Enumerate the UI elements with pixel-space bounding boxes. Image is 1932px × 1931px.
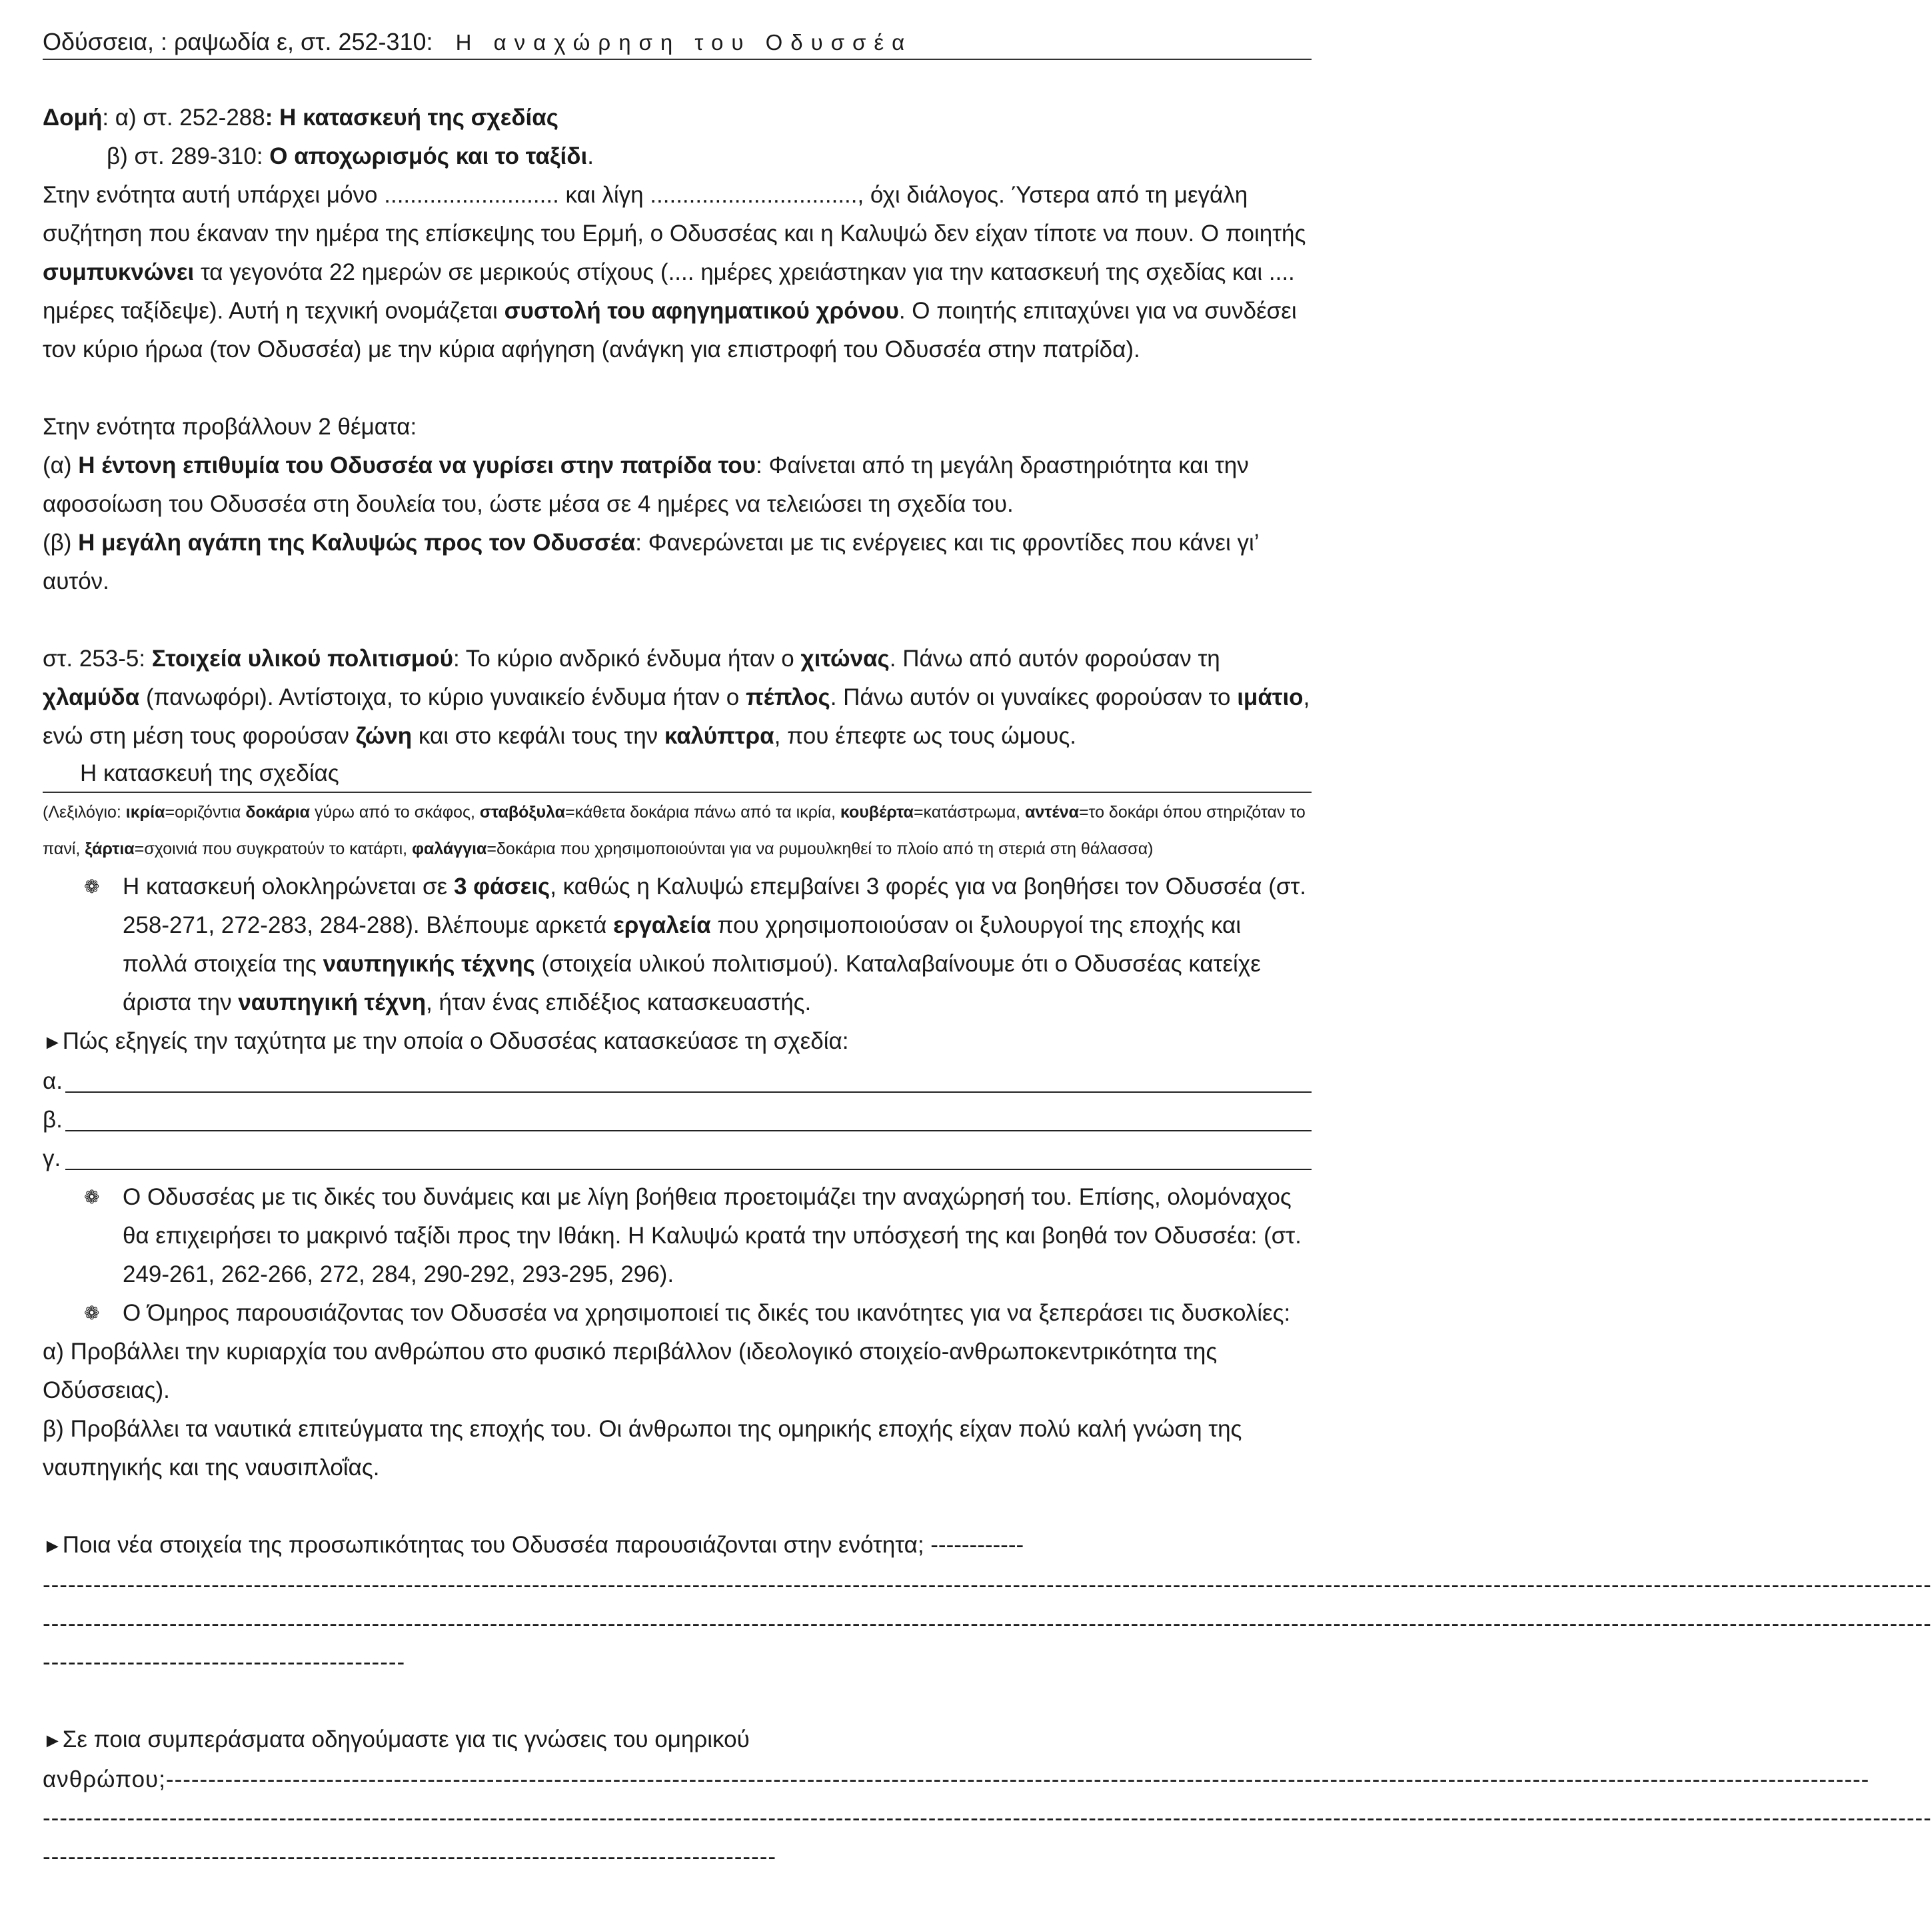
bullet-icon: ❁	[84, 876, 100, 897]
answer-line-a[interactable]: α.	[43, 1062, 1312, 1101]
dashed-answer-line[interactable]: --------------------------------------------------------------------------------------------------------------------------------------------------------------------------------------------------------------------------------	[43, 1805, 1932, 1831]
question-personality: ►Ποια νέα στοιχεία της προσωπικότητας του Οδυσσέα παρουσιάζονται στην ενότητα; ------------	[43, 1532, 1024, 1558]
page-header	[43, 20, 1312, 60]
culture-paragraph: στ. 253-5: Στοιχεία υλικού πολιτισμού: Το κύριο ανδρικό ένδυμα ήταν ο χιτώνας. Πάνω από αυτόν φορούσαν τη χλαμύδα (πανωφόρι). Αντίστοιχα, το κύριο γυναικείο ένδυμα ήταν ο πέπλος. Πάνω αυτόν οι γυναίκες φορούσαν το ιμάτιο, ενώ στη μέση τους φορούσαν ζώνη και στο κεφάλι τους την καλύπτρα, που έπεφτε ως τους ώμους.	[43, 646, 1310, 749]
dashed-answer-line[interactable]: --------------------------------------------------------------------------------------------------------------------------------------------------------------------------------------------------------------------------------	[43, 1610, 1932, 1636]
structure-a: Δομή: α) στ. 252-288: Η κατασκευή της σχεδίας	[43, 105, 558, 131]
document-body	[43, 99, 1932, 1876]
header-subtitle: Η αναχώρηση του Οδυσσέα	[455, 30, 913, 55]
dashed-answer-line[interactable]: ---------------------------------------------------------------------------------------	[43, 1844, 777, 1870]
answer-line-c[interactable]: γ.	[43, 1139, 1312, 1178]
bullet-construction: ❁ Η κατασκευή ολοκληρώνεται σε 3 φάσεις, καθώς η Καλυψώ επεμβαίνει 3 φορές για να βοηθήσει τον Οδυσσέα (στ. 258-271, 272-283, 284-288). Βλέπουμε αρκετά εργαλεία που χρησιμοποιούσαν οι ξυλουργοί της εποχής και πολλά στοιχεία της ναυπηγικής τέχνης (στοιχεία υλικού πολιτισμού). Καταλαβαίνουμε ότι ο Οδυσσέας κατείχε άριστα την ναυπηγική τέχνη, ήταν ένας επιδέξιος κατασκευαστής.	[43, 868, 1312, 1022]
answer-line-b[interactable]: β.	[43, 1101, 1312, 1139]
bullet-homer: ❁ Ο Όμηρος παρουσιάζοντας τον Οδυσσέα να χρησιμοποιεί τις δικές του ικανότητες για να ξεπεράσει τις δυσκολίες:	[43, 1294, 1312, 1333]
triangle-icon: ►	[43, 1031, 63, 1053]
question-knowledge: ►Σε ποια συμπεράσματα οδηγούμαστε για τις γνώσεις του ομηρικού	[43, 1726, 750, 1752]
theme-b: (β) Η μεγάλη αγάπη της Καλυψώς προς τον Οδυσσέα: Φανερώνεται με τις ενέργειες και τις φροντίδες που κάνει γι’ αυτόν.	[43, 530, 1259, 594]
question-speed: ►Πώς εξηγείς την ταχύτητα με την οποία ο Οδυσσέας κατασκεύασε τη σχεδία:	[43, 1028, 849, 1054]
conclusion-a: α) Προβάλλει την κυριαρχία του ανθρώπου στο φυσικό περιβάλλον (ιδεολογικό στοιχείο-ανθρωποκεντρικότητα της Οδύσσειας).	[43, 1339, 1218, 1403]
intro-paragraph: Στην ενότητα αυτή υπάρχει μόνο ........................... και λίγη ................................, όχι διάλογος. Ύστερα από τη μεγάλη συζήτηση που έκαναν την ημέρα της επίσκεψης του Ερμή, ο Οδυσσέας και η Καλυψώ δεν είχαν τίποτε να πουν. Ο ποιητής συμπυκνώνει τα γεγονότα 22 ημερών σε μερικούς στίχους (.... ημέρες χρειάστηκαν για την κατασκευή της σχεδίας και .... ημέρες ταξίδεψε). Αυτή η τεχνική ονομάζεται συστολή του αφηγηματικού χρόνου. Ο ποιητής επιταχύνει για να συνδέσει τον κύριο ήρωα (τον Οδυσσέα) με την κύρια αφήγηση (ανάγκη για επιστροφή του Οδυσσέα στην πατρίδα).	[43, 182, 1306, 362]
structure-label: Δομή	[43, 105, 103, 131]
raft-heading: Η κατασκευή της σχεδίας	[43, 756, 1312, 793]
bullet-icon: ❁	[84, 1303, 100, 1323]
bullet-icon: ❁	[84, 1187, 100, 1207]
dashed-answer-line[interactable]: --------------------------------------------------------------------------------------------------------------------------------------------------------------------------------------------------------------------------------	[43, 1572, 1932, 1598]
themes-intro: Στην ενότητα προβάλλουν 2 θέματα:	[43, 414, 417, 440]
dashed-answer-line[interactable]: -------------------------------------------	[43, 1649, 406, 1675]
triangle-icon: ►	[43, 1730, 63, 1752]
structure-b: β) στ. 289-310: Ο αποχωρισμός και το ταξίδι.	[107, 143, 594, 169]
glossary: (Λεξιλόγιο: ικρία=οριζόντια δοκάρια γύρω από το σκάφος, σταβόξυλα=κάθετα δοκάρια πάνω από τα ικρία, κουβέρτα=κατάστρωμα, αντένα=το δοκάρι όπου στηριζόταν το πανί, ξάρτια=σχοινιά που συγκρατούν το κατάρτι, φαλάγγια=δοκάρια που χρησιμοποιούνται για να ρυμουλκηθεί το πλοίο από τη στεριά στη θάλασσα)	[43, 803, 1306, 858]
bullet-preparation: ❁ Ο Οδυσσέας με τις δικές του δυνάμεις και με λίγη βοήθεια προετοιμάζει την αναχώρησή του. Επίσης, ολομόναχος θα επιχειρήσει το μακρινό ταξίδι προς την Ιθάκη. Η Καλυψώ κρατά την υπόσχεσή της και βοηθά τον Οδυσσέα: (στ. 249-261, 262-266, 272, 284, 290-292, 293-295, 296).	[43, 1178, 1312, 1294]
theme-a: (α) Η έντονη επιθυμία του Οδυσσέα να γυρίσει στην πατρίδα του: Φαίνεται από τη μεγάλη δραστηριότητα και την αφοσοίωση του Οδυσσέα στη δουλεία του, ώστε μέσα σε 4 ημέρες να τελειώσει τη σχεδία του.	[43, 452, 1249, 517]
conclusion-b: β) Προβάλλει τα ναυτικά επιτεύγματα της εποχής του. Οι άνθρωποι της ομηρικής εποχής είχαν πολύ καλή γνώση της ναυπηγικής και της ναυσιπλοΐας.	[43, 1416, 1242, 1481]
triangle-icon: ►	[43, 1535, 63, 1557]
question-knowledge-continued[interactable]: ανθρώπου;----------------------------------------------------------------------------------------------------------------------------------------------------------------------------------------------------------	[43, 1766, 1870, 1792]
header-title: Οδύσσεια, : ραψωδία ε, στ. 252-310:	[43, 28, 433, 55]
